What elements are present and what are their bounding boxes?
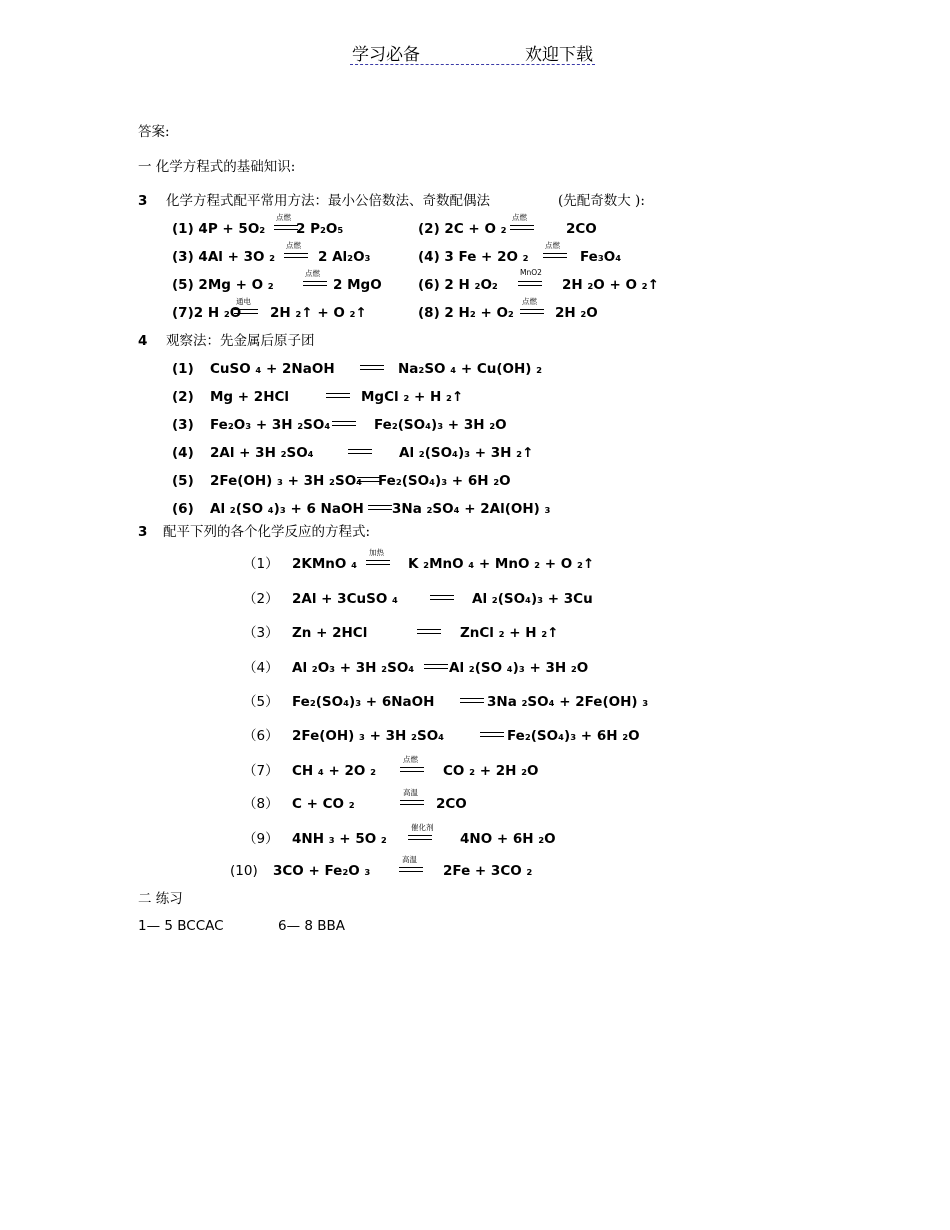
equation-rhs: 4NO + 6H ₂O — [460, 831, 556, 847]
equation-lhs: 2Al + 3H ₂SO₄ — [210, 445, 314, 461]
equation-rhs: Fe₂(SO₄)₃ + 6H ₂O — [378, 473, 511, 489]
equals-sign — [424, 664, 448, 669]
equation-lhs: (5) 2Mg + O ₂ — [172, 277, 274, 293]
equals-sign — [400, 767, 424, 772]
equals-sign — [430, 595, 454, 600]
equation-lhs: Mg + 2HCl — [210, 389, 290, 405]
equals-sign — [518, 281, 542, 286]
equals-sign — [234, 309, 258, 314]
equals-sign — [366, 560, 390, 565]
equals-sign — [480, 732, 504, 737]
equation-rhs: Fe₂(SO₄)₃ + 6H ₂O — [507, 728, 640, 744]
equation-number: (3) — [172, 417, 194, 433]
section1-title: 一 化学方程式的基础知识: — [138, 159, 296, 175]
equation-number: (10) — [230, 863, 258, 879]
reaction-condition: 高温 — [403, 788, 418, 797]
equation-rhs: 2Fe + 3CO ₂ — [443, 863, 533, 879]
equation-number: （2） — [243, 591, 279, 607]
reaction-condition: 通电 — [236, 297, 251, 306]
page-header — [350, 40, 595, 65]
equation-lhs: C + CO ₂ — [292, 796, 355, 812]
header-left: 学习必备 — [352, 45, 420, 65]
equation-lhs: 2Fe(OH) ₃ + 3H ₂SO₄ — [292, 728, 445, 744]
equals-sign — [274, 225, 298, 230]
equation-lhs: Fe₂O₃ + 3H ₂SO₄ — [210, 417, 331, 433]
equation-rhs: ZnCl ₂ + H ₂↑ — [460, 625, 559, 641]
equation-rhs: 2CO — [436, 796, 467, 812]
equals-sign — [332, 421, 356, 426]
reaction-condition: 催化剂 — [411, 823, 434, 832]
sub4-num: 4 — [138, 333, 148, 349]
equation-number: （3） — [243, 625, 279, 641]
equation-rhs: 2CO — [566, 221, 597, 237]
equation-lhs: 3CO + Fe₂O ₃ — [273, 863, 371, 879]
equals-sign — [408, 835, 432, 840]
equals-sign — [368, 505, 392, 510]
equation-lhs: (2) 2C + O ₂ — [418, 221, 507, 237]
sub4-text: 观察法：先金属后原子团 — [166, 333, 315, 349]
equation-lhs: (8) 2 H₂ + O₂ — [418, 305, 514, 321]
equation-number: (6) — [172, 501, 194, 517]
equation-rhs: K ₂MnO ₄ + MnO ₂ + O ₂↑ — [408, 556, 595, 572]
equation-rhs: Al ₂(SO₄)₃ + 3Cu — [472, 591, 593, 607]
equation-number: (5) — [172, 473, 194, 489]
reaction-condition: 高温 — [402, 855, 417, 864]
equals-sign — [417, 629, 441, 634]
equation-rhs: Al ₂(SO ₄)₃ + 3H ₂O — [449, 660, 589, 676]
equation-lhs: 2Al + 3CuSO ₄ — [292, 591, 398, 607]
equals-sign — [520, 309, 544, 314]
equation-number: （6） — [243, 728, 279, 744]
answer-label: 答案: — [138, 124, 170, 140]
equation-rhs: 2H ₂↑ + O ₂↑ — [270, 305, 367, 321]
equation-rhs: 2 P₂O₅ — [296, 221, 344, 237]
equals-sign — [400, 800, 424, 805]
equation-lhs: CuSO ₄ + 2NaOH — [210, 361, 335, 377]
equation-lhs: 2Fe(OH) ₃ + 3H ₂SO₄ — [210, 473, 363, 489]
reaction-condition: 点燃 — [286, 241, 301, 250]
reaction-condition: 点燃 — [512, 213, 527, 222]
sub3-text: 化学方程式配平常用方法：最小公倍数法、奇数配偶法 — [166, 193, 490, 209]
equation-number: (4) — [172, 445, 194, 461]
equals-sign — [510, 225, 534, 230]
equation-lhs: (4) 3 Fe + 2O ₂ — [418, 249, 529, 265]
equation-rhs: 3Na ₂SO₄ + 2Fe(OH) ₃ — [487, 694, 649, 710]
equation-rhs: 2 Al₂O₃ — [318, 249, 371, 265]
equation-number: （5） — [243, 694, 279, 710]
equals-sign — [543, 253, 567, 258]
equation-lhs: Al ₂O₃ + 3H ₂SO₄ — [292, 660, 415, 676]
equation-lhs: (6) 2 H ₂O₂ — [418, 277, 498, 293]
equation-rhs: 2 MgO — [333, 277, 382, 293]
equals-sign — [284, 253, 308, 258]
reaction-condition: 点燃 — [276, 213, 291, 222]
reaction-condition: 点燃 — [403, 755, 418, 764]
reaction-condition: 点燃 — [305, 269, 320, 278]
reaction-condition: MnO2 — [520, 268, 542, 277]
equals-sign — [399, 867, 423, 872]
equation-lhs: 4NH ₃ + 5O ₂ — [292, 831, 387, 847]
sub5-num: 3 — [138, 524, 148, 540]
equation-rhs: Fe₃O₄ — [580, 249, 622, 265]
equation-rhs: 2H ₂O — [555, 305, 598, 321]
equation-lhs: 2KMnO ₄ — [292, 556, 357, 572]
answer-key-a: 1— 5 BCCAC — [138, 918, 224, 934]
equation-rhs: 2H ₂O + O ₂↑ — [562, 277, 659, 293]
sub5-text: 配平下列的各个化学反应的方程式: — [163, 524, 371, 540]
reaction-condition: 点燃 — [545, 241, 560, 250]
reaction-condition: 点燃 — [522, 297, 537, 306]
reaction-condition: 加热 — [369, 548, 384, 557]
equation-number: （4） — [243, 660, 279, 676]
sub3-note: (先配奇数大 ): — [558, 193, 645, 209]
equation-number: （7） — [243, 763, 279, 779]
equals-sign — [360, 365, 384, 370]
equation-rhs: Al ₂(SO₄)₃ + 3H ₂↑ — [399, 445, 534, 461]
equation-rhs: CO ₂ + 2H ₂O — [443, 763, 539, 779]
equation-rhs: MgCl ₂ + H ₂↑ — [361, 389, 464, 405]
equals-sign — [348, 449, 372, 454]
equation-lhs: CH ₄ + 2O ₂ — [292, 763, 377, 779]
equation-lhs: (1) 4P + 5O₂ — [172, 221, 266, 237]
equation-rhs: 3Na ₂SO₄ + 2Al(OH) ₃ — [392, 501, 551, 517]
equation-lhs: Zn + 2HCl — [292, 625, 368, 641]
answer-key-b: 6— 8 BBA — [278, 918, 346, 934]
equation-number: (2) — [172, 389, 194, 405]
equation-number: （9） — [243, 831, 279, 847]
equation-rhs: Fe₂(SO₄)₃ + 3H ₂O — [374, 417, 507, 433]
equation-number: （1） — [243, 556, 279, 572]
equation-rhs: Na₂SO ₄ + Cu(OH) ₂ — [398, 361, 543, 377]
equation-number: （8） — [243, 796, 279, 812]
equation-lhs: (3) 4Al + 3O ₂ — [172, 249, 276, 265]
sub3-num: 3 — [138, 193, 148, 209]
equals-sign — [303, 281, 327, 286]
equation-lhs: Al ₂(SO ₄)₃ + 6 NaOH — [210, 501, 364, 517]
equals-sign — [460, 698, 484, 703]
equation-number: (1) — [172, 361, 194, 377]
equation-lhs: (7)2 H ₂O — [172, 305, 242, 321]
equation-lhs: Fe₂(SO₄)₃ + 6NaOH — [292, 694, 435, 710]
section2-title: 二 练习 — [138, 891, 183, 907]
equals-sign — [326, 393, 350, 398]
header-right: 欢迎下载 — [525, 45, 593, 65]
